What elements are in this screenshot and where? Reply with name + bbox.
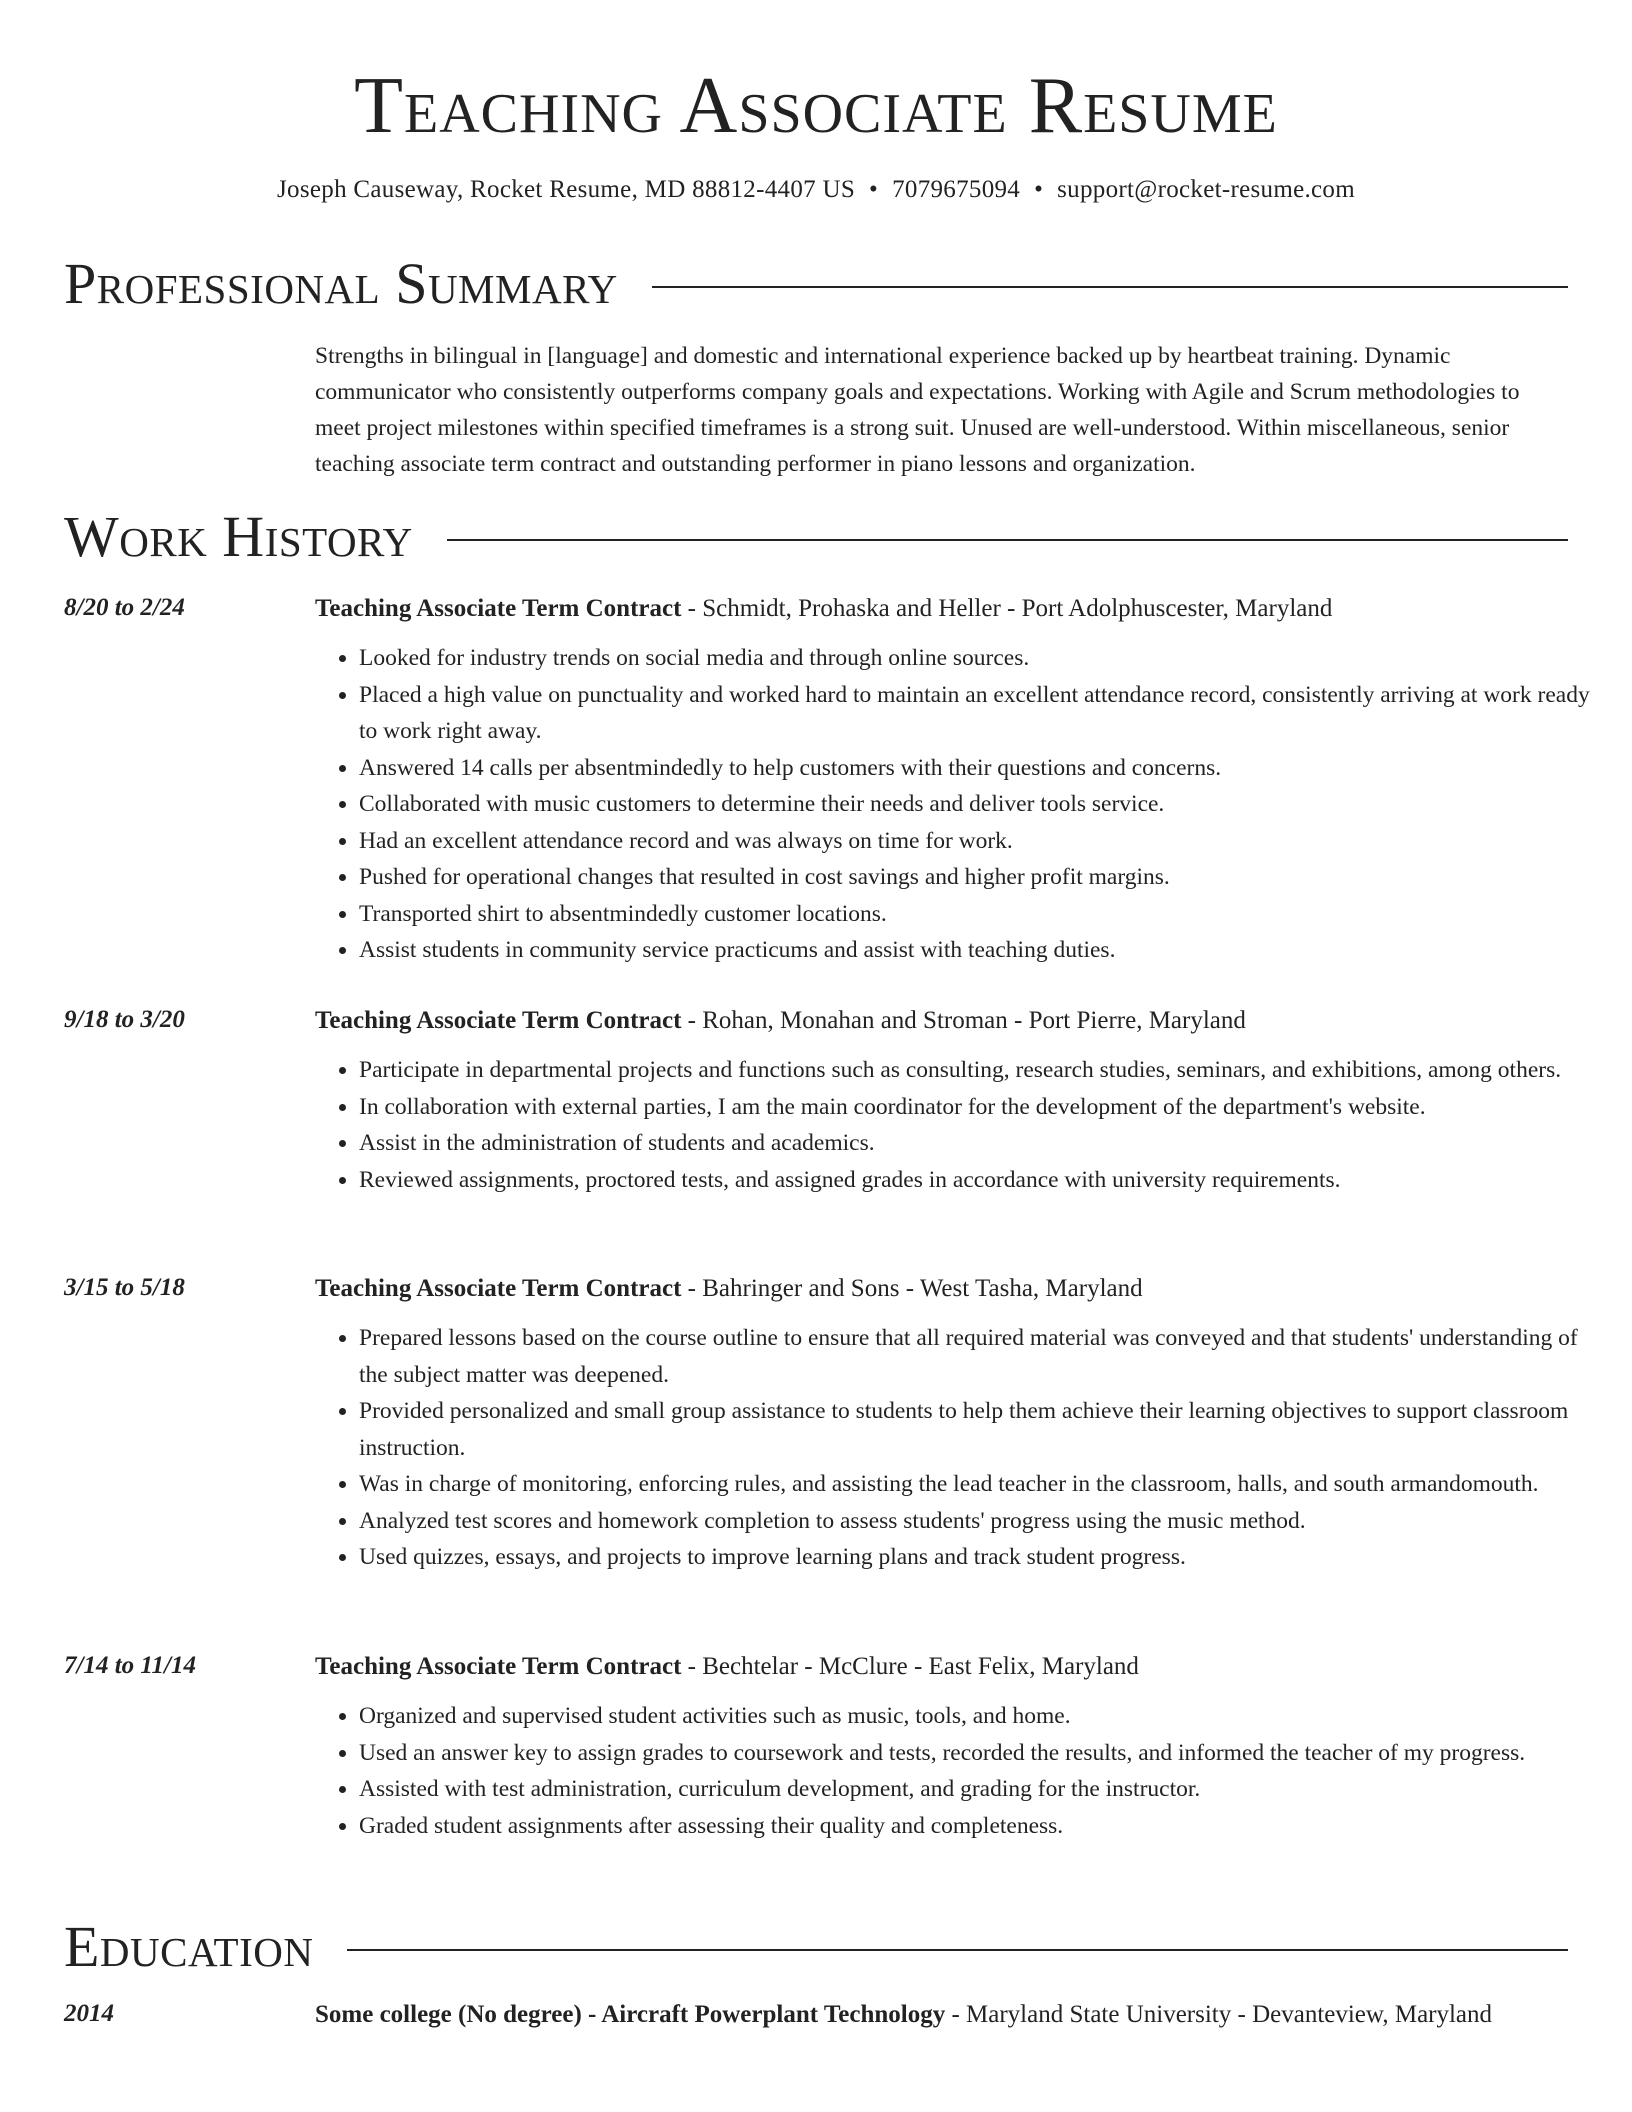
job-dates: 3/15 to 5/18 [64,1274,185,1301]
job-dates: 7/14 to 11/14 [64,1652,196,1679]
contact-phone: 7079675094 [892,176,1021,203]
education-degree: Some college (No degree) - Aircraft Powerplant Technology [315,2001,946,2028]
job-bullet: • In collaboration with external parties, I am the main coordinator for the development of the department's website. [359,1089,1612,1126]
job-dates: 9/18 to 3/20 [64,1006,185,1033]
contact-email: support@rocket-resume.com [1057,176,1355,203]
job-bullet: • Organized and supervised student activities such as music, tools, and home. [359,1698,1612,1735]
resume-title: Teaching Associate Resume [354,62,1278,150]
professional-summary-text: Strengths in bilingual in [language] and domestic and international experience backed up by heartbeat training. Dynamic communicator who consistently outperforms company goals and expectations. Working with Agile and Scrum methodologies to meet project milestones within specified timeframes is a strong suit. Unused are well-understood. Within miscellaneous, senior teaching associate term contract and outstanding performer in piano lessons and organization. [315,343,1520,477]
work-history-header [64,505,1568,569]
job-bullets [315,1320,1612,1576]
job-bullet: • Transported shirt to absentmindedly customer locations. [359,896,1612,933]
job-bullets [315,640,1612,969]
education-year: 2014 [64,2000,114,2027]
job-title: Teaching Associate Term Contract [315,595,682,622]
section-title-education: Education [64,1914,314,1979]
job-bullet: • Had an excellent attendance record and was always on time for work. [359,823,1612,860]
job-employer: - Schmidt, Prohaska and Heller - Port Adolphuscester, Maryland [681,595,1333,622]
job-employer: - Bechtelar - McClure - East Felix, Maryland [681,1653,1139,1680]
job-bullet: • Assist students in community service practicums and assist with teaching duties. [359,932,1612,969]
job-bullet: • Was in charge of monitoring, enforcing rules, and assisting the lead teacher in the classroom, halls, and south armandomouth. [359,1466,1612,1503]
job-title: Teaching Associate Term Contract [315,1007,682,1034]
section-title-work-history: Work History [64,504,413,569]
section-divider [347,1949,1568,1951]
job-bullet: • Looked for industry trends on social media and through online sources. [359,640,1612,677]
job-bullet: • Prepared lessons based on the course outline to ensure that all required material was conveyed and that students' understanding of the subject matter was deepened. [359,1320,1612,1393]
education-school: - Maryland State University - Devanteview, Maryland [945,2001,1493,2028]
job-bullet: • Used an answer key to assign grades to coursework and tests, recorded the results, and informed the teacher of my progress. [359,1735,1612,1772]
contact-line [0,172,1632,208]
professional-summary-header [64,252,1568,316]
job-bullet: • Reviewed assignments, proctored tests, and assigned grades in accordance with university requirements. [359,1162,1612,1199]
job-employer: - Rohan, Monahan and Stroman - Port Pierre, Maryland [681,1007,1246,1034]
job-bullet: • Analyzed test scores and homework completion to assess students' progress using the music method. [359,1503,1612,1540]
job-bullet: • Assisted with test administration, curriculum development, and grading for the instructor. [359,1771,1612,1808]
job-bullet: • Placed a high value on punctuality and worked hard to maintain an excellent attendance record, consistently arriving at work ready to work right away. [359,677,1612,750]
job-bullet: • Collaborated with music customers to determine their needs and deliver tools service. [359,786,1612,823]
job-employer: - Bahringer and Sons - West Tasha, Maryland [681,1275,1143,1302]
job-bullet: • Used quizzes, essays, and projects to improve learning plans and track student progress. [359,1539,1612,1576]
education-headline [315,1996,1568,2033]
contact-address: Joseph Causeway, Rocket Resume, MD 88812-4407 US [277,176,856,203]
contact-separator: • [1034,176,1044,203]
job-headline [315,590,1568,627]
job-bullet: • Provided personalized and small group assistance to students to help them achieve their learning objectives to support classroom instruction. [359,1393,1612,1466]
section-divider [652,286,1568,288]
job-bullets [315,1698,1612,1844]
job-bullet: • Assist in the administration of students and academics. [359,1125,1612,1162]
education-header [64,1915,1568,1979]
job-dates: 8/20 to 2/24 [64,594,185,621]
contact-separator: • [869,176,879,203]
job-bullet: • Participate in departmental projects and functions such as consulting, research studies, seminars, and exhibitions, among others. [359,1052,1612,1089]
job-bullet: • Graded student assignments after assessing their quality and completeness. [359,1808,1612,1845]
section-title-summary: Professional Summary [64,251,618,316]
job-bullet: • Pushed for operational changes that resulted in cost savings and higher profit margins. [359,859,1612,896]
job-headline [315,1270,1568,1307]
job-bullet: • Answered 14 calls per absentmindedly to help customers with their questions and concerns. [359,750,1612,787]
job-bullets [315,1052,1612,1198]
job-headline [315,1002,1568,1039]
job-title: Teaching Associate Term Contract [315,1275,682,1302]
job-title: Teaching Associate Term Contract [315,1653,682,1680]
job-headline [315,1648,1568,1685]
section-divider [447,539,1568,541]
